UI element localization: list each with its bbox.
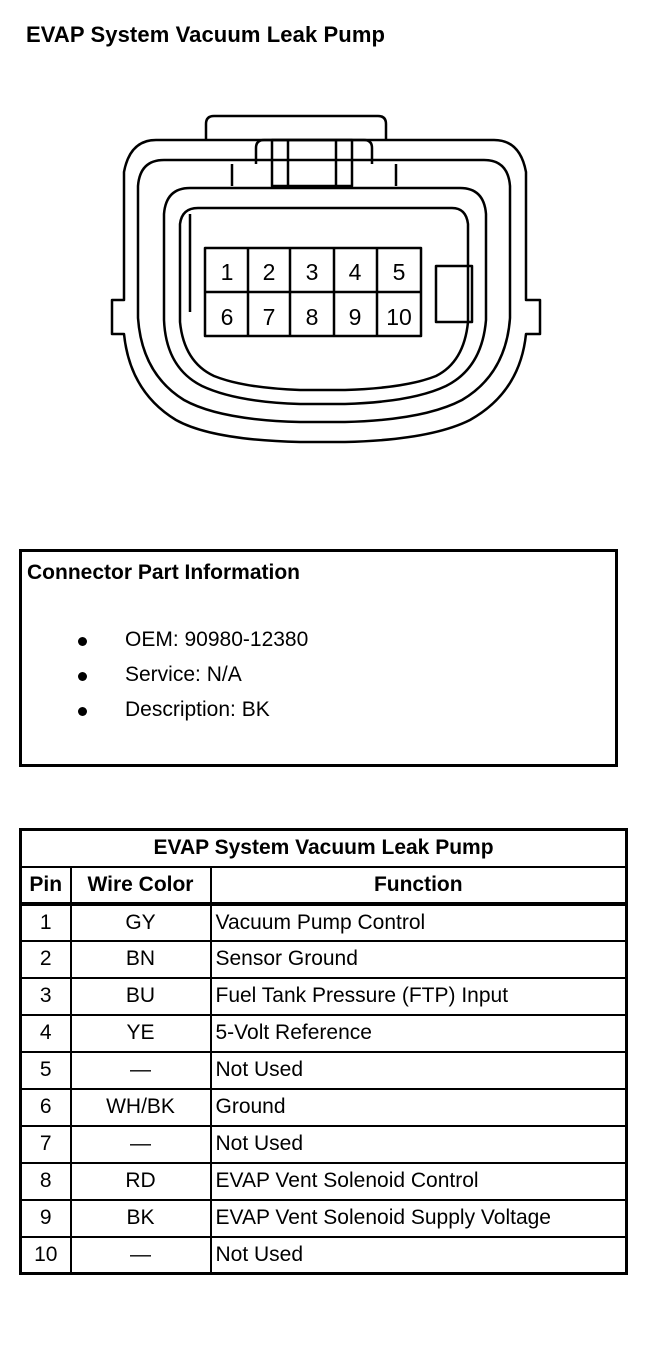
wire-color: —	[71, 1052, 211, 1089]
key-tab	[436, 266, 472, 322]
pin-number: 2	[21, 941, 71, 978]
table-row	[21, 1163, 627, 1200]
pin-label: 9	[348, 304, 362, 330]
bullet-icon	[78, 672, 87, 681]
bullet-icon	[78, 707, 87, 716]
pin-label: 1	[220, 259, 234, 285]
pin-label: 4	[348, 259, 362, 285]
pin-function: EVAP Vent Solenoid Supply Voltage	[211, 1200, 627, 1237]
table-row	[21, 1126, 627, 1163]
page-title: EVAP System Vacuum Leak Pump	[26, 22, 386, 47]
wire-color: —	[71, 1237, 211, 1274]
pin-label: 3	[305, 259, 319, 285]
part-info-service: Service: N/A	[125, 663, 242, 686]
pin-function: Ground	[211, 1089, 627, 1126]
part-info-oem: OEM: 90980-12380	[125, 628, 309, 651]
pin-number: 4	[21, 1015, 71, 1052]
wire-color: WH/BK	[71, 1089, 211, 1126]
wire-color: RD	[71, 1163, 211, 1200]
table-row	[21, 978, 627, 1015]
pin-number: 6	[21, 1089, 71, 1126]
table-row	[21, 1200, 627, 1237]
pin-function: Not Used	[211, 1126, 627, 1163]
connector-cavity	[164, 188, 486, 404]
table-row	[21, 941, 627, 978]
table-row	[21, 904, 627, 941]
pin-number: 3	[21, 978, 71, 1015]
pin-number: 5	[21, 1052, 71, 1089]
wire-color: GY	[71, 904, 211, 941]
pin-function: Sensor Ground	[211, 941, 627, 978]
pin-number: 1	[21, 904, 71, 941]
pin-function: Vacuum Pump Control	[211, 904, 627, 941]
bullet-icon	[78, 637, 87, 646]
pin-label: 2	[262, 259, 276, 285]
column-header-pin: Pin	[21, 867, 71, 904]
table-row	[21, 1237, 627, 1274]
pin-function: Not Used	[211, 1052, 627, 1089]
table-row	[21, 1015, 627, 1052]
pin-label: 7	[262, 304, 276, 330]
wire-color: BK	[71, 1200, 211, 1237]
table-row	[21, 1089, 627, 1126]
table-caption: EVAP System Vacuum Leak Pump	[21, 830, 627, 867]
connector-latch	[206, 116, 386, 140]
wire-color: BU	[71, 978, 211, 1015]
pin-function: EVAP Vent Solenoid Control	[211, 1163, 627, 1200]
table-row	[21, 1052, 627, 1089]
part-info-description: Description: BK	[125, 698, 270, 721]
part-info-heading: Connector Part Information	[27, 561, 301, 584]
latch-lock	[272, 140, 352, 186]
pin-number: 7	[21, 1126, 71, 1163]
connector-face-diagram	[0, 0, 672, 470]
pin-number: 9	[21, 1200, 71, 1237]
pin-label: 5	[392, 259, 406, 285]
pin-function: Fuel Tank Pressure (FTP) Input	[211, 978, 627, 1015]
wire-color: YE	[71, 1015, 211, 1052]
part-info-box	[19, 549, 618, 767]
pin-function: 5-Volt Reference	[211, 1015, 627, 1052]
column-header-wire-color: Wire Color	[71, 867, 211, 904]
pin-label: 6	[220, 304, 234, 330]
pin-number: 10	[21, 1237, 71, 1274]
pin-label: 10	[386, 304, 412, 330]
pinout-table	[19, 828, 628, 1275]
pin-number: 8	[21, 1163, 71, 1200]
pin-label: 8	[305, 304, 319, 330]
pin-function: Not Used	[211, 1237, 627, 1274]
wire-color: BN	[71, 941, 211, 978]
column-header-function: Function	[211, 867, 627, 904]
wire-color: —	[71, 1126, 211, 1163]
